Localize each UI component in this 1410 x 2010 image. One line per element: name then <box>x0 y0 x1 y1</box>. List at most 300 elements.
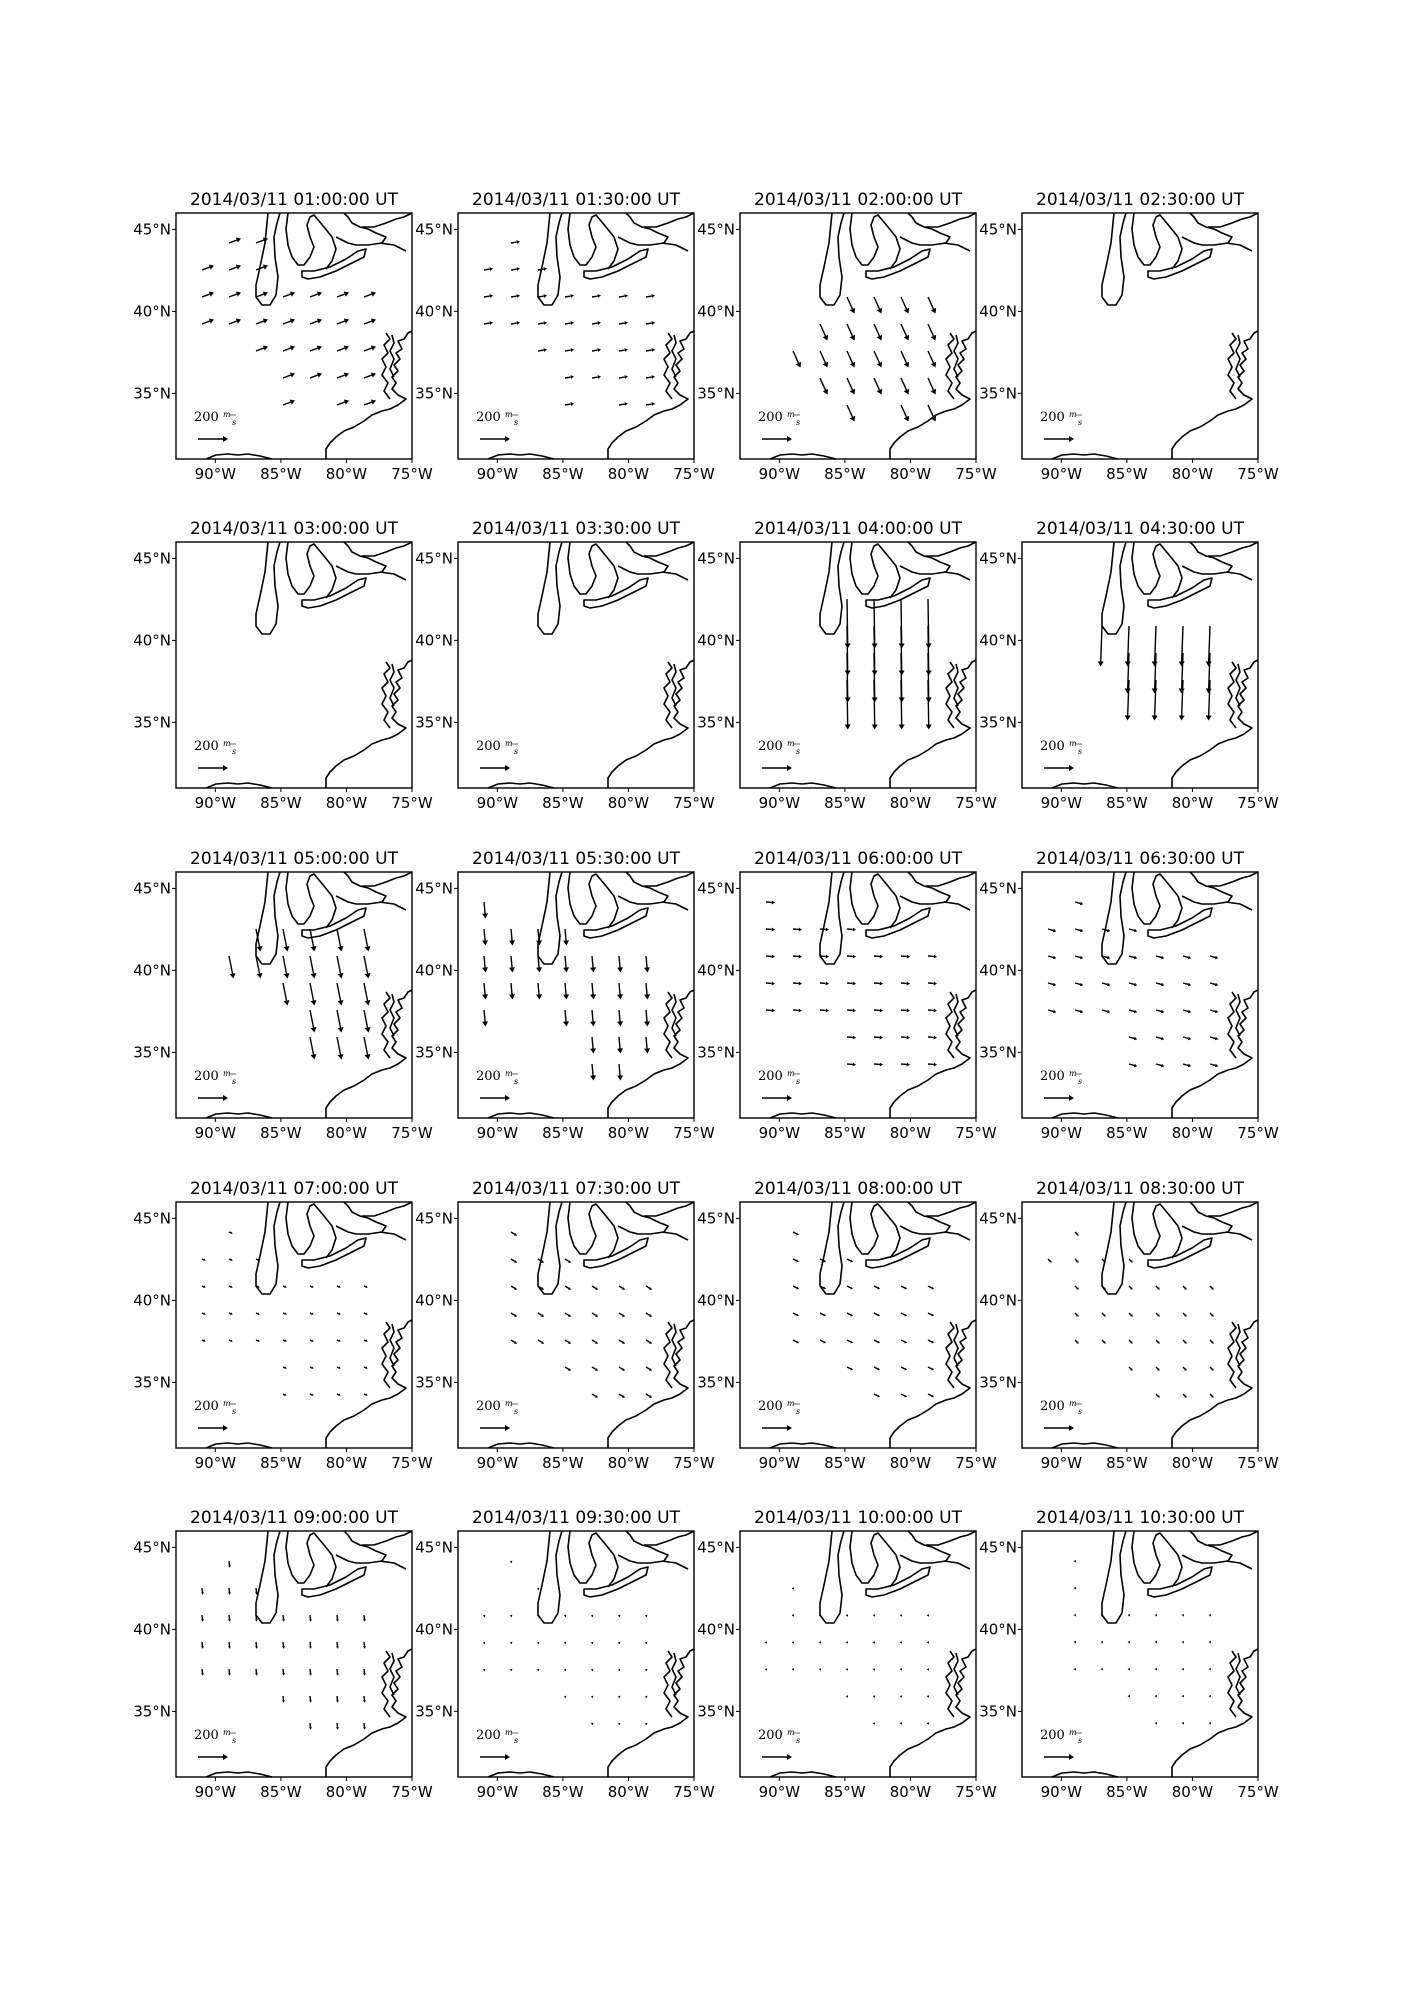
unit-denominator: s <box>1078 1736 1083 1745</box>
x-tick-label: 80°W <box>607 1454 650 1472</box>
wind-vector-arrow <box>847 1009 856 1013</box>
wind-vector-arrow <box>509 983 515 1000</box>
map-panel <box>133 1508 433 1801</box>
unit-numerator: m <box>504 410 513 419</box>
wind-vector-arrow <box>874 378 882 395</box>
x-tick-label: 80°W <box>1171 1783 1214 1801</box>
wind-vector-arrow <box>1129 1367 1133 1371</box>
unit-numerator: m <box>786 1399 795 1408</box>
wind-vector-arrow <box>901 351 909 368</box>
panel-title: 2014/03/11 07:30:00 UT <box>472 1179 680 1199</box>
y-tick-label: 40°N <box>697 961 735 980</box>
x-tick-label: 90°W <box>1040 794 1083 812</box>
wind-vector-arrow <box>928 1367 934 1370</box>
x-tick-label: 90°W <box>758 465 801 483</box>
x-tick-label: 75°W <box>1237 1454 1279 1472</box>
map-panel <box>133 190 433 483</box>
coastline <box>1052 213 1258 459</box>
wind-vector-arrow <box>847 928 856 932</box>
wind-vector-arrow <box>592 1286 598 1290</box>
wind-vector-arrow <box>201 1588 204 1595</box>
wind-vector-arrow <box>202 1285 206 1287</box>
y-tick-label: 40°N <box>979 631 1017 650</box>
wind-vector-arrow <box>927 1695 929 1698</box>
unit-denominator: s <box>514 747 519 756</box>
wind-vector-arrow <box>645 1723 648 1726</box>
wind-vector-arrow <box>819 1641 821 1644</box>
y-tick-label: 40°N <box>979 1291 1017 1310</box>
x-tick-label: 75°W <box>1237 1124 1279 1142</box>
y-tick-label: 35°N <box>979 1702 1017 1721</box>
wind-vector-arrow <box>1206 626 1212 667</box>
wind-vector-arrow <box>1129 1313 1133 1317</box>
coastline <box>488 1202 694 1448</box>
wind-vector-arrow <box>310 1010 316 1033</box>
wind-vector-arrow <box>1209 1641 1211 1644</box>
wind-vector-arrow <box>618 1723 621 1726</box>
panel-title: 2014/03/11 10:30:00 UT <box>1036 1508 1244 1528</box>
x-tick-label: 80°W <box>325 794 368 812</box>
wind-vector-arrow <box>645 1615 648 1618</box>
wind-vector-arrow <box>229 292 241 297</box>
wind-vector-arrow <box>255 1669 258 1676</box>
wind-vector-arrow <box>310 1312 314 1314</box>
wind-vector-arrow <box>1155 1695 1157 1698</box>
wind-vector-arrow <box>1075 902 1083 905</box>
wind-vector-arrow <box>337 373 349 378</box>
wind-vector-arrow <box>337 1010 343 1033</box>
wind-vector-arrow <box>310 319 322 324</box>
wind-vector-arrow <box>847 351 855 368</box>
wind-vector-arrow <box>646 1340 652 1344</box>
wind-vector-arrow <box>928 405 936 422</box>
panel-title: 2014/03/11 08:30:00 UT <box>1036 1179 1244 1199</box>
wind-vector-arrow <box>1156 1064 1164 1067</box>
x-tick-label: 85°W <box>1106 465 1148 483</box>
wind-vector-arrow <box>617 1010 623 1027</box>
wind-vector-arrow <box>283 373 295 378</box>
unit-numerator: m <box>786 1728 795 1737</box>
y-tick-label: 35°N <box>133 384 171 403</box>
y-tick-label: 35°N <box>697 1373 735 1392</box>
wind-vector-arrow <box>1156 1010 1164 1013</box>
wind-vector-arrow <box>928 1313 934 1316</box>
wind-vector-arrow <box>1209 1722 1211 1725</box>
x-tick-label: 85°W <box>260 1124 302 1142</box>
panel-title: 2014/03/11 04:30:00 UT <box>1036 519 1244 539</box>
unit-denominator: s <box>232 747 237 756</box>
y-tick-label: 45°N <box>979 220 1017 239</box>
y-tick-label: 40°N <box>415 631 453 650</box>
wind-vector-arrow <box>591 1696 594 1699</box>
wind-vector-arrow <box>565 1259 571 1263</box>
wind-vector-arrow <box>1183 983 1191 986</box>
wind-vector-arrow <box>1074 1587 1076 1590</box>
y-tick-label: 40°N <box>979 302 1017 321</box>
wind-vector-arrow <box>336 1669 339 1676</box>
y-tick-label: 45°N <box>133 220 171 239</box>
x-tick-label: 75°W <box>391 1783 433 1801</box>
wind-vector-arrow <box>1129 1259 1133 1263</box>
wind-vector-arrow <box>310 346 322 351</box>
wind-vector-arrow <box>617 1064 623 1081</box>
wind-vector-arrow <box>282 1696 285 1703</box>
reference-arrow <box>1044 1754 1074 1760</box>
wind-vector-arrow <box>484 267 493 271</box>
coastline <box>770 213 976 459</box>
wind-vector-arrow <box>563 929 569 946</box>
wind-vector-arrow <box>1182 1722 1184 1725</box>
coastline <box>488 1531 694 1777</box>
wind-vector-arrow <box>363 1642 366 1649</box>
wind-vector-arrow <box>847 1063 856 1067</box>
wind-vector-arrow <box>1155 1641 1157 1644</box>
y-tick-label: 45°N <box>979 879 1017 898</box>
wind-vector-arrow <box>1210 1064 1218 1067</box>
wind-vector-arrow <box>1074 1560 1076 1563</box>
x-tick-label: 75°W <box>391 1454 433 1472</box>
x-tick-label: 75°W <box>391 1124 433 1142</box>
unit-denominator: s <box>796 1407 801 1416</box>
wind-vector-arrow <box>1183 956 1191 959</box>
wind-vector-arrow <box>1183 1313 1187 1317</box>
map-panel <box>697 1179 997 1472</box>
x-tick-label: 75°W <box>955 1454 997 1472</box>
y-tick-label: 45°N <box>133 1538 171 1557</box>
wind-vector-arrow <box>873 1668 875 1671</box>
reference-arrow-label: 200 $^m$ <box>758 739 795 754</box>
y-tick-label: 35°N <box>133 1373 171 1392</box>
y-tick-label: 45°N <box>697 879 735 898</box>
wind-vector-arrow <box>310 292 322 297</box>
wind-vector-arrow <box>563 983 569 1000</box>
unit-denominator: s <box>1078 418 1083 427</box>
wind-vector-arrow <box>1179 626 1185 667</box>
wind-vector-arrow <box>591 1642 594 1645</box>
wind-vector-arrow <box>229 238 241 243</box>
coastline <box>770 1531 976 1777</box>
panel-title: 2014/03/11 02:00:00 UT <box>754 190 962 210</box>
reference-arrow <box>198 436 228 442</box>
wind-vector-arrow <box>591 1669 594 1672</box>
wind-vector-arrow <box>511 1313 517 1317</box>
unit-denominator: s <box>796 1736 801 1745</box>
map-panel <box>415 190 715 483</box>
wind-vector-arrow <box>847 955 856 959</box>
y-tick-label: 35°N <box>697 384 735 403</box>
wind-vector-arrow <box>1074 1614 1076 1617</box>
wind-vector-arrow <box>1156 1340 1160 1344</box>
map-panel <box>979 519 1279 812</box>
x-tick-label: 85°W <box>1106 794 1148 812</box>
wind-vector-arrow <box>618 1696 621 1699</box>
y-tick-label: 40°N <box>133 961 171 980</box>
wind-vector-arrow <box>793 955 802 959</box>
y-tick-label: 40°N <box>415 302 453 321</box>
y-tick-label: 40°N <box>415 961 453 980</box>
wind-vector-arrow <box>202 265 214 270</box>
x-tick-label: 85°W <box>542 1124 584 1142</box>
unit-numerator: m <box>222 1728 231 1737</box>
wind-vector-arrow <box>1098 626 1104 667</box>
wind-vector-arrow <box>1156 983 1164 986</box>
y-tick-label: 45°N <box>697 1538 735 1557</box>
wind-vector-arrow <box>591 1723 594 1726</box>
x-tick-label: 85°W <box>1106 1454 1148 1472</box>
wind-vector-arrow <box>901 1009 910 1013</box>
wind-vector-arrow <box>766 955 775 959</box>
x-tick-label: 80°W <box>325 465 368 483</box>
panel-title: 2014/03/11 01:00:00 UT <box>190 190 398 210</box>
map-panel <box>697 519 997 812</box>
x-tick-label: 90°W <box>758 1783 801 1801</box>
wind-vector-arrow <box>899 680 905 730</box>
wind-vector-arrow <box>364 1312 368 1314</box>
wind-vector-arrow <box>928 378 936 395</box>
unit-numerator: m <box>1068 1399 1077 1408</box>
wind-vector-arrow <box>337 1037 343 1060</box>
wind-vector-arrow <box>283 983 289 1006</box>
wind-vector-arrow <box>1183 1037 1191 1040</box>
wind-vector-arrow <box>766 1009 775 1013</box>
wind-vector-arrow <box>792 1641 794 1644</box>
y-tick-label: 35°N <box>133 1702 171 1721</box>
wind-vector-arrow <box>482 929 488 946</box>
wind-vector-arrow <box>901 1313 907 1316</box>
x-tick-label: 85°W <box>824 794 866 812</box>
unit-numerator: m <box>504 739 513 748</box>
y-tick-label: 45°N <box>415 1538 453 1557</box>
wind-vector-arrow <box>537 1642 540 1645</box>
wind-vector-arrow <box>793 1259 799 1262</box>
wind-vector-arrow <box>482 983 488 1000</box>
wind-vector-arrow <box>619 348 628 352</box>
x-tick-label: 85°W <box>1106 1783 1148 1801</box>
wind-vector-arrow <box>928 1063 937 1067</box>
x-tick-label: 85°W <box>542 465 584 483</box>
unit-numerator: m <box>786 410 795 419</box>
reference-arrow <box>762 1095 792 1101</box>
wind-vector-arrow <box>337 1366 341 1368</box>
wind-vector-arrow <box>337 292 349 297</box>
wind-vector-arrow <box>793 351 801 368</box>
wind-vector-arrow <box>364 292 376 297</box>
wind-vector-arrow <box>900 1695 902 1698</box>
wind-vector-arrow <box>283 400 295 405</box>
wind-vector-arrow <box>1128 1668 1130 1671</box>
wind-vector-arrow <box>229 1258 233 1260</box>
y-tick-label: 35°N <box>415 1373 453 1392</box>
x-tick-label: 90°W <box>1040 465 1083 483</box>
wind-vector-arrow <box>847 1036 856 1040</box>
wind-vector-arrow <box>364 400 376 405</box>
wind-vector-arrow <box>619 321 628 325</box>
wind-vector-arrow <box>1209 1668 1211 1671</box>
wind-vector-arrow <box>511 1286 517 1290</box>
y-tick-label: 40°N <box>133 1620 171 1639</box>
wind-vector-arrow <box>591 1615 594 1618</box>
wind-vector-arrow <box>590 1037 596 1054</box>
reference-arrow-label: 200 $^m$ <box>194 739 231 754</box>
wind-vector-arrow <box>563 956 569 973</box>
wind-vector-arrow <box>1183 1367 1187 1371</box>
wind-vector-arrow <box>590 956 596 973</box>
x-tick-label: 80°W <box>889 1454 932 1472</box>
y-tick-label: 40°N <box>697 302 735 321</box>
wind-vector-arrow <box>874 955 883 959</box>
unit-numerator: m <box>504 1399 513 1408</box>
wind-vector-arrow <box>1075 983 1083 986</box>
wind-vector-arrow <box>792 1614 794 1617</box>
wind-vector-arrow <box>928 1394 934 1397</box>
wind-vector-arrow <box>228 1669 231 1676</box>
wind-vector-arrow <box>364 1037 370 1060</box>
wind-vector-arrow <box>619 294 628 298</box>
wind-vector-arrow <box>483 1615 486 1618</box>
wind-vector-arrow <box>766 982 775 986</box>
unit-numerator: m <box>222 1399 231 1408</box>
wind-vector-arrow <box>510 1615 513 1618</box>
y-tick-label: 35°N <box>979 1373 1017 1392</box>
reference-arrow-label: 200 $^m$ <box>194 1728 231 1743</box>
x-tick-label: 90°W <box>758 1454 801 1472</box>
wind-vector-arrow <box>646 1394 652 1398</box>
wind-vector-arrow <box>511 267 520 271</box>
wind-vector-arrow <box>645 1696 648 1699</box>
map-panel <box>415 1179 715 1472</box>
wind-vector-arrow <box>820 378 828 395</box>
wind-vector-arrow <box>590 1064 596 1081</box>
y-tick-label: 35°N <box>415 384 453 403</box>
wind-vector-arrow <box>337 1312 341 1314</box>
wind-vector-arrow <box>820 1009 829 1013</box>
wind-vector-arrow <box>364 346 376 351</box>
wind-vector-arrow <box>927 1722 929 1725</box>
unit-denominator: s <box>796 418 801 427</box>
wind-vector-arrow <box>1102 983 1110 986</box>
y-tick-label: 35°N <box>979 713 1017 732</box>
wind-vector-arrow <box>337 983 343 1006</box>
wind-vector-arrow <box>511 240 520 244</box>
wind-vector-arrow <box>309 1696 312 1703</box>
wind-vector-arrow <box>336 1723 339 1730</box>
x-tick-label: 90°W <box>194 1124 237 1142</box>
wind-vector-arrow <box>592 1313 598 1317</box>
coastline <box>1052 872 1258 1118</box>
wind-vector-arrow <box>565 1313 571 1317</box>
reference-arrow <box>1044 436 1074 442</box>
coastline <box>488 542 694 788</box>
y-tick-label: 40°N <box>415 1291 453 1310</box>
wind-vector-arrow <box>900 1614 902 1617</box>
wind-vector-arrow <box>900 1722 902 1725</box>
wind-vector-arrow <box>900 1641 902 1644</box>
wind-vector-arrow <box>363 1615 366 1622</box>
wind-vector-arrow <box>619 402 628 406</box>
wind-vector-arrow <box>617 1037 623 1054</box>
wind-vector-arrow <box>1156 1367 1160 1371</box>
wind-vector-arrow <box>926 680 932 730</box>
wind-vector-arrow <box>618 1642 621 1645</box>
panel-title: 2014/03/11 09:00:00 UT <box>190 1508 398 1528</box>
reference-arrow-label: 200 $^m$ <box>758 1069 795 1084</box>
wind-vector-arrow <box>1102 1340 1106 1344</box>
wind-vector-arrow <box>592 1394 598 1398</box>
wind-vector-arrow <box>847 1286 853 1289</box>
wind-vector-arrow <box>1182 1695 1184 1698</box>
unit-denominator: s <box>232 1407 237 1416</box>
x-tick-label: 90°W <box>194 794 237 812</box>
y-tick-label: 40°N <box>697 1291 735 1310</box>
panel-title: 2014/03/11 07:00:00 UT <box>190 1179 398 1199</box>
wind-vector-arrow <box>619 1367 625 1371</box>
wind-vector-arrow <box>1074 1641 1076 1644</box>
wind-vector-arrow <box>228 1588 231 1595</box>
wind-vector-arrow <box>873 1695 875 1698</box>
x-tick-label: 75°W <box>955 465 997 483</box>
unit-numerator: m <box>786 739 795 748</box>
coastline <box>206 1531 412 1777</box>
wind-vector-arrow <box>644 1010 650 1027</box>
reference-arrow <box>1044 1095 1074 1101</box>
x-tick-label: 85°W <box>260 465 302 483</box>
wind-vector-arrow <box>282 1669 285 1676</box>
wind-vector-arrow <box>538 348 547 352</box>
wind-vector-arrow <box>364 929 370 952</box>
x-tick-label: 80°W <box>1171 465 1214 483</box>
x-tick-label: 90°W <box>476 1783 519 1801</box>
wind-vector-arrow <box>1128 1641 1130 1644</box>
wind-vector-arrow <box>565 294 574 298</box>
x-tick-label: 90°W <box>758 794 801 812</box>
wind-vector-arrow <box>337 956 343 979</box>
reference-arrow <box>480 1425 510 1431</box>
unit-denominator: s <box>514 1407 519 1416</box>
x-tick-label: 90°W <box>194 1783 237 1801</box>
wind-vector-arrow <box>619 375 628 379</box>
wind-vector-arrow <box>565 1286 571 1290</box>
wind-vector-arrow <box>511 1259 517 1263</box>
wind-vector-arrow <box>283 1312 287 1314</box>
wind-vector-arrow <box>482 956 488 973</box>
reference-arrow <box>198 765 228 771</box>
wind-vector-arrow <box>1102 1010 1110 1013</box>
wind-vector-arrow <box>927 1641 929 1644</box>
wind-vector-arrow <box>1210 956 1218 959</box>
wind-vector-arrow <box>565 1340 571 1344</box>
y-tick-label: 40°N <box>979 1620 1017 1639</box>
wind-vector-arrow <box>511 294 520 298</box>
wind-vector-arrow <box>256 319 268 324</box>
wind-vector-arrow <box>538 1313 544 1317</box>
wind-vector-arrow <box>847 1259 853 1262</box>
unit-denominator: s <box>1078 1077 1083 1086</box>
wind-vector-arrow <box>1129 983 1137 986</box>
map-panel <box>415 1508 715 1801</box>
wind-vector-arrow <box>538 1340 544 1344</box>
wind-vector-arrow <box>228 1642 231 1649</box>
wind-vector-arrow <box>874 1313 880 1316</box>
x-tick-label: 85°W <box>260 1454 302 1472</box>
wind-vector-arrow <box>537 1588 540 1591</box>
x-tick-label: 85°W <box>1106 1124 1148 1142</box>
unit-denominator: s <box>796 1077 801 1086</box>
wind-vector-arrow <box>820 351 828 368</box>
x-tick-label: 75°W <box>673 1454 715 1472</box>
wind-vector-arrow <box>820 1340 826 1343</box>
wind-vector-arrow <box>847 324 855 341</box>
unit-denominator: s <box>1078 747 1083 756</box>
